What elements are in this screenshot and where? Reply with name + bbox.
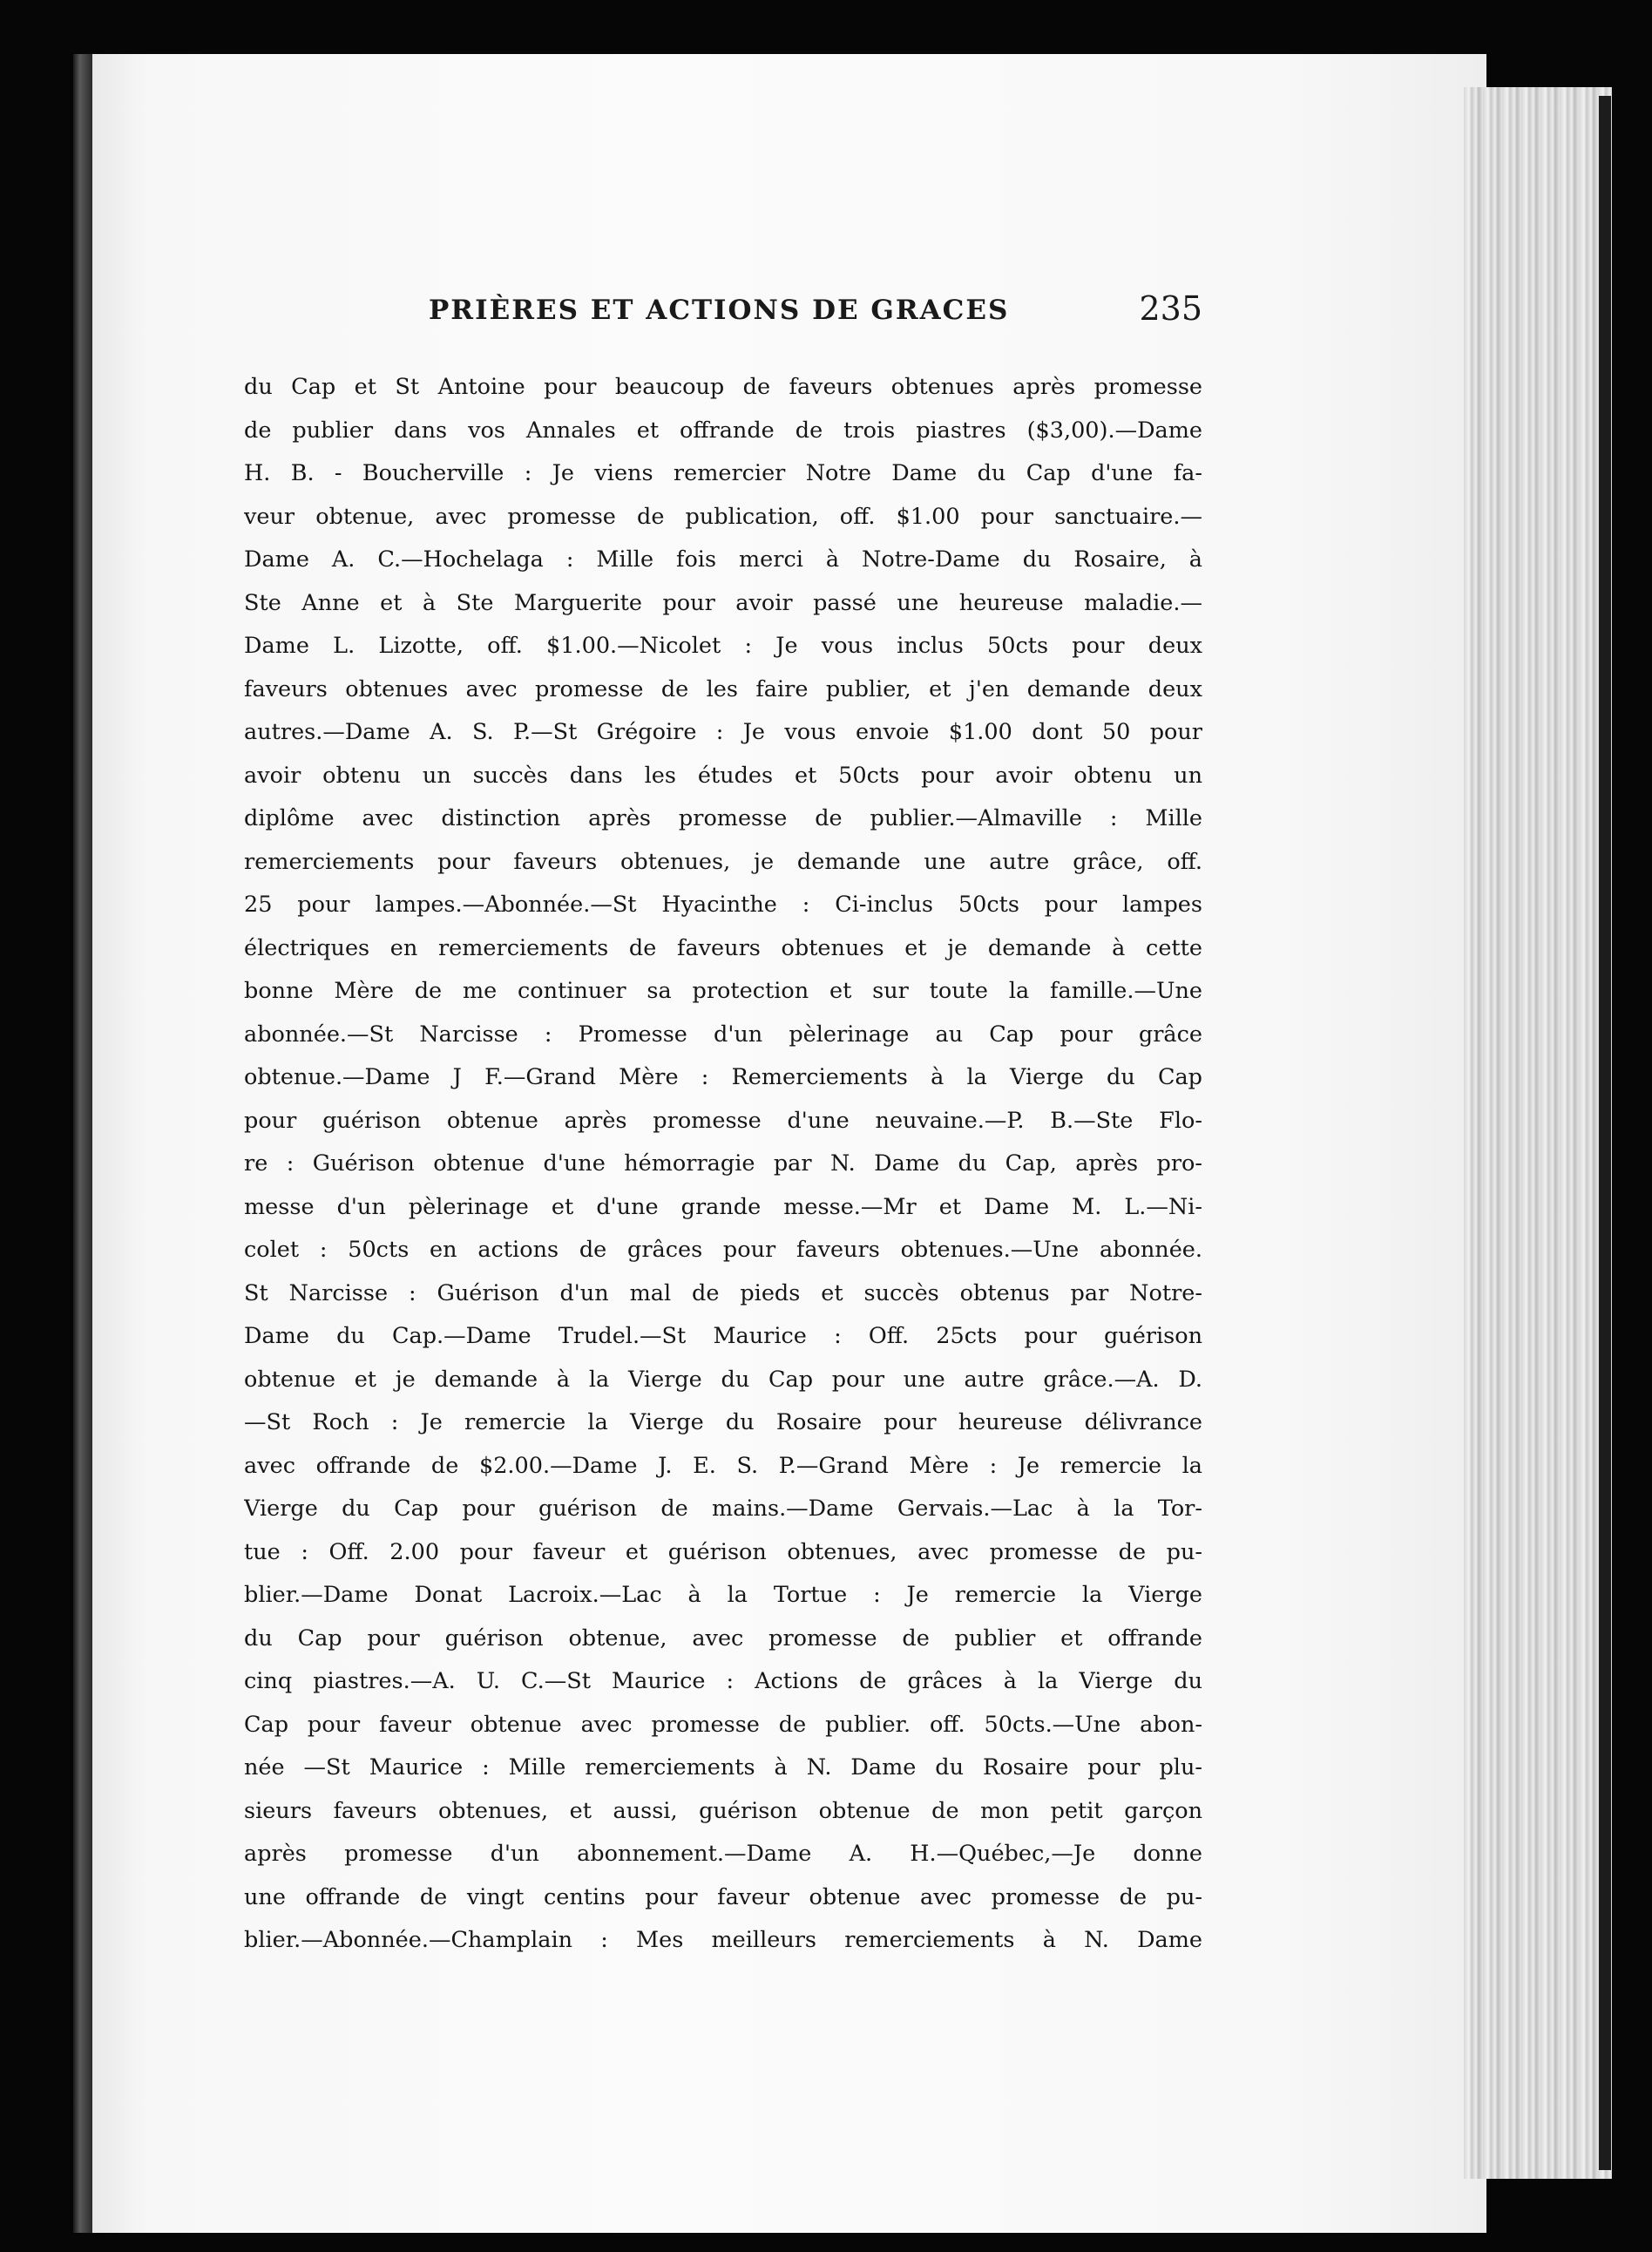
text-line: tue : Off. 2.00 pour faveur et guérison obtenues, avec promesse de pu- bbox=[244, 1538, 1202, 1565]
body-text bbox=[244, 366, 1202, 1963]
page-block-edges bbox=[1464, 87, 1612, 2179]
text-line: bonne Mère de me continuer sa protection et sur toute la famille.—Une bbox=[244, 978, 1202, 1004]
text-line: St Narcisse : Guérison d'un mal de pieds et succès obtenus par Notre- bbox=[244, 1279, 1202, 1306]
text-line: avec offrande de $2.00.—Dame J. E. S. P.—Grand Mère : Je remercie la bbox=[244, 1452, 1202, 1479]
text-line: colet : 50cts en actions de grâces pour faveurs obtenues.—Une abonnée. bbox=[244, 1237, 1202, 1263]
text-line: veur obtenue, avec promesse de publication, off. $1.00 pour sanctuaire.— bbox=[244, 503, 1202, 530]
running-title: PRIÈRES ET ACTIONS DE GRACES bbox=[429, 295, 1010, 326]
text-line: Vierge du Cap pour guérison de mains.—Dame Gervais.—Lac à la Tor- bbox=[244, 1496, 1202, 1522]
text-line: électriques en remerciements de faveurs obtenues et je demande à cette bbox=[244, 934, 1202, 961]
text-line: Cap pour faveur obtenue avec promesse de publier. off. 50cts.—Une abon- bbox=[244, 1711, 1202, 1738]
text-line: H. B. - Boucherville : Je viens remercier Notre Dame du Cap d'une fa- bbox=[244, 460, 1202, 486]
text-line: Ste Anne et à Ste Marguerite pour avoir passé une heureuse maladie.— bbox=[244, 589, 1202, 616]
text-line: re : Guérison obtenue d'une hémorragie par N. Dame du Cap, après pro- bbox=[244, 1150, 1202, 1177]
text-line: du Cap et St Antoine pour beaucoup de faveurs obtenues après promesse bbox=[244, 374, 1202, 400]
text-line: diplôme avec distinction après promesse de publier.—Almaville : Mille bbox=[244, 805, 1202, 831]
text-line: Dame A. C.—Hochelaga : Mille fois merci à Notre-Dame du Rosaire, à bbox=[244, 546, 1202, 573]
text-line: sieurs faveurs obtenues, et aussi, guérison obtenue de mon petit garçon bbox=[244, 1797, 1202, 1824]
text-line: Dame L. Lizotte, off. $1.00.—Nicolet : Je vous inclus 50cts pour deux bbox=[244, 633, 1202, 659]
text-line: —St Roch : Je remercie la Vierge du Rosaire pour heureuse délivrance bbox=[244, 1409, 1202, 1435]
page-block-shadow bbox=[1599, 96, 1611, 2170]
text-line: remerciements pour faveurs obtenues, je demande une autre grâce, off. bbox=[244, 848, 1202, 875]
book-spine-edge bbox=[73, 54, 92, 2233]
text-line: cinq piastres.—A. U. C.—St Maurice : Actions de grâces à la Vierge du bbox=[244, 1668, 1202, 1694]
text-line: obtenue et je demande à la Vierge du Cap pour une autre grâce.—A. D. bbox=[244, 1366, 1202, 1393]
text-line: faveurs obtenues avec promesse de les faire publier, et j'en demande deux bbox=[244, 675, 1202, 702]
running-head bbox=[244, 289, 1202, 338]
text-line: messe d'un pèlerinage et d'une grande messe.—Mr et Dame M. L.—Ni- bbox=[244, 1193, 1202, 1220]
page-number: 235 bbox=[1139, 289, 1202, 328]
text-line: blier.—Dame Donat Lacroix.—Lac à la Tortue : Je remercie la Vierge bbox=[244, 1582, 1202, 1608]
text-line: une offrande de vingt centins pour faveur obtenue avec promesse de pu- bbox=[244, 1883, 1202, 1910]
text-line: de publier dans vos Annales et offrande de trois piastres ($3,00).—Dame bbox=[244, 417, 1202, 444]
text-line: blier.—Abonnée.—Champlain : Mes meilleurs remerciements à N. Dame bbox=[244, 1927, 1202, 1953]
text-line: pour guérison obtenue après promesse d'une neuvaine.—P. B.—Ste Flo- bbox=[244, 1107, 1202, 1134]
text-line: obtenue.—Dame J F.—Grand Mère : Remerciements à la Vierge du Cap bbox=[244, 1064, 1202, 1090]
text-line: du Cap pour guérison obtenue, avec promesse de publier et offrande bbox=[244, 1625, 1202, 1652]
text-line: avoir obtenu un succès dans les études et 50cts pour avoir obtenu un bbox=[244, 762, 1202, 789]
text-line: autres.—Dame A. S. P.—St Grégoire : Je vous envoie $1.00 dont 50 pour bbox=[244, 719, 1202, 745]
text-line: née —St Maurice : Mille remerciements à N. Dame du Rosaire pour plu- bbox=[244, 1754, 1202, 1781]
text-line: après promesse d'un abonnement.—Dame A. H.—Québec,—Je donne bbox=[244, 1841, 1202, 1867]
text-line: Dame du Cap.—Dame Trudel.—St Maurice : Off. 25cts pour guérison bbox=[244, 1323, 1202, 1349]
text-line: 25 pour lampes.—Abonnée.—St Hyacinthe : Ci-inclus 50cts pour lampes bbox=[244, 892, 1202, 918]
text-line: abonnée.—St Narcisse : Promesse d'un pèlerinage au Cap pour grâce bbox=[244, 1021, 1202, 1048]
